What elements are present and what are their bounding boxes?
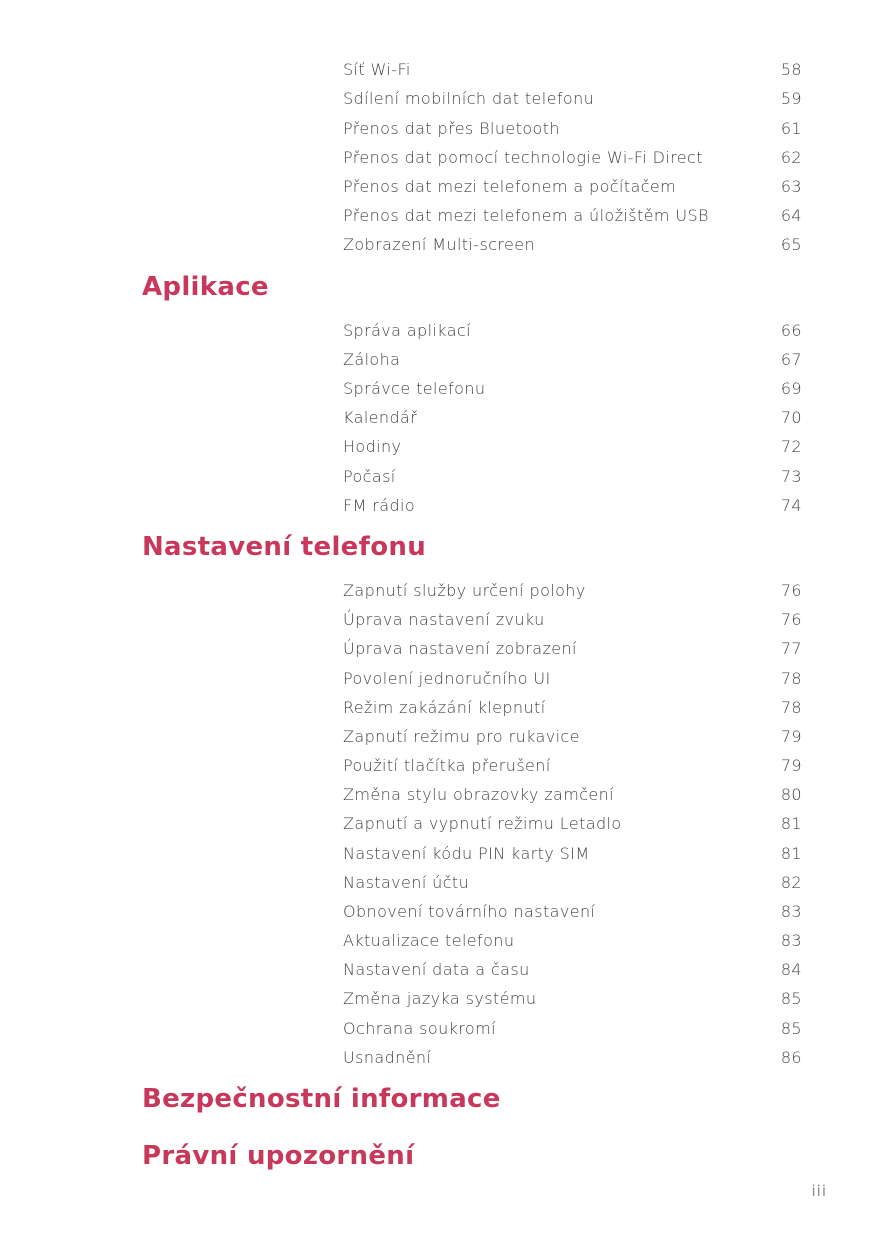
toc-entry-label: Nastavení data a času [343, 960, 530, 979]
toc-entry-label: Použití tlačítka přerušení [343, 756, 551, 775]
toc-entry-page: 74 [780, 496, 802, 515]
section-heading-nastaveni-telefonu[interactable]: Nastavení telefonu [142, 532, 427, 562]
toc-entry-label: Obnovení továrního nastavení [343, 902, 596, 921]
toc-entry[interactable] [343, 407, 802, 429]
toc-entry-page: 72 [780, 437, 802, 456]
toc-entry[interactable] [343, 495, 802, 517]
section-heading-pravni-upozorneni[interactable]: Právní upozornění [142, 1141, 415, 1171]
toc-entry-label: Hodiny [343, 437, 402, 456]
toc-entry-page: 79 [780, 727, 802, 746]
toc-entry[interactable] [343, 784, 802, 806]
toc-entry-label: Úprava nastavení zvuku [343, 610, 545, 629]
toc-entry-page: 81 [780, 844, 802, 863]
toc-entry[interactable] [343, 118, 802, 140]
toc-entry-page: 62 [780, 148, 802, 167]
toc-entry-label: Režim zakázání klepnutí [343, 698, 546, 717]
toc-entry-page: 76 [780, 610, 802, 629]
toc-entry-label: Záloha [343, 350, 401, 369]
toc-entry-page: 82 [780, 873, 802, 892]
toc-entry-page: 78 [780, 698, 802, 717]
toc-entry[interactable] [343, 88, 802, 110]
toc-entry[interactable] [343, 609, 802, 631]
toc-entry-page: 80 [780, 785, 802, 804]
toc-entry-label: Počasí [343, 467, 396, 486]
toc-entry-page: 86 [780, 1048, 802, 1067]
toc-entry[interactable] [343, 755, 802, 777]
toc-entry[interactable] [343, 843, 802, 865]
toc-entry-label: Zapnutí služby určení polohy [343, 581, 586, 600]
toc-entry-label: Zapnutí režimu pro rukavice [343, 727, 580, 746]
toc-entry[interactable] [343, 234, 802, 256]
toc-entry[interactable] [343, 466, 802, 488]
toc-entry-page: 76 [780, 581, 802, 600]
toc-entry-page: 61 [780, 119, 802, 138]
section-heading-bezpecnostni-informace[interactable]: Bezpečnostní informace [142, 1084, 501, 1114]
toc-entry-page: 63 [780, 177, 802, 196]
toc-entry-label: Přenos dat mezi telefonem a úložištěm USB [343, 206, 709, 225]
toc-entry-page: 66 [780, 321, 802, 340]
toc-entry-page: 59 [780, 89, 802, 108]
toc-entry[interactable] [343, 320, 802, 342]
toc-entry[interactable] [343, 349, 802, 371]
toc-entry-label: Změna jazyka systému [343, 989, 537, 1008]
toc-entry-label: Přenos dat pomocí technologie Wi-Fi Direct [343, 148, 703, 167]
toc-entry-page: 81 [780, 814, 802, 833]
toc-entry-label: Nastavení kódu PIN karty SIM [343, 844, 590, 863]
toc-entry[interactable] [343, 436, 802, 458]
toc-entry-page: 73 [780, 467, 802, 486]
toc-entry-label: Kalendář [343, 408, 418, 427]
toc-entry-page: 70 [780, 408, 802, 427]
toc-entry[interactable] [343, 378, 802, 400]
toc-entry-label: Usnadnění [343, 1048, 432, 1067]
toc-entry-page: 83 [780, 931, 802, 950]
toc-entry-page: 78 [780, 669, 802, 688]
toc-entry-label: Zapnutí a vypnutí režimu Letadlo [343, 814, 622, 833]
toc-entry[interactable] [343, 580, 802, 602]
toc-entry[interactable] [343, 697, 802, 719]
toc-entry-label: Aktualizace telefonu [343, 931, 515, 950]
toc-entry-page: 79 [780, 756, 802, 775]
toc-entry[interactable] [343, 726, 802, 748]
toc-entry[interactable] [343, 988, 802, 1010]
toc-entry[interactable] [343, 205, 802, 227]
toc-entry-label: Nastavení účtu [343, 873, 470, 892]
toc-entry-page: 64 [780, 206, 802, 225]
toc-entry-page: 85 [780, 1019, 802, 1038]
toc-entry-page: 67 [780, 350, 802, 369]
toc-entry[interactable] [343, 872, 802, 894]
toc-entry-label: Správa aplikací [343, 321, 471, 340]
toc-entry-page: 77 [780, 639, 802, 658]
toc-entry-page: 58 [780, 60, 802, 79]
section-heading-aplikace[interactable]: Aplikace [142, 272, 269, 302]
toc-entry-page: 85 [780, 989, 802, 1008]
toc-entry[interactable] [343, 59, 802, 81]
toc-entry-label: Sdílení mobilních dat telefonu [343, 89, 595, 108]
toc-entry-label: Správce telefonu [343, 379, 486, 398]
toc-entry[interactable] [343, 1018, 802, 1040]
toc-entry[interactable] [343, 147, 802, 169]
toc-entry[interactable] [343, 1047, 802, 1069]
page-number: iii [811, 1182, 827, 1200]
toc-entry-page: 65 [780, 235, 802, 254]
toc-entry[interactable] [343, 959, 802, 981]
toc-entry[interactable] [343, 638, 802, 660]
toc-entry[interactable] [343, 901, 802, 923]
toc-entry-page: 69 [780, 379, 802, 398]
toc-entry-label: Ochrana soukromí [343, 1019, 496, 1038]
toc-entry-page: 84 [780, 960, 802, 979]
toc-entry-page: 83 [780, 902, 802, 921]
toc-entry-label: Přenos dat mezi telefonem a počítačem [343, 177, 677, 196]
toc-entry[interactable] [343, 930, 802, 952]
toc-entry-label: Síť Wi-Fi [343, 60, 411, 79]
toc-entry-label: Úprava nastavení zobrazení [343, 639, 577, 658]
toc-entry-label: Změna stylu obrazovky zamčení [343, 785, 615, 804]
toc-entry-label: Povolení jednoručního UI [343, 669, 551, 688]
toc-entry-label: Zobrazení Multi-screen [343, 235, 536, 254]
toc-entry[interactable] [343, 668, 802, 690]
toc-entry-label: FM rádio [343, 496, 416, 515]
toc-entry[interactable] [343, 176, 802, 198]
toc-entry[interactable] [343, 813, 802, 835]
toc-entry-label: Přenos dat přes Bluetooth [343, 119, 560, 138]
